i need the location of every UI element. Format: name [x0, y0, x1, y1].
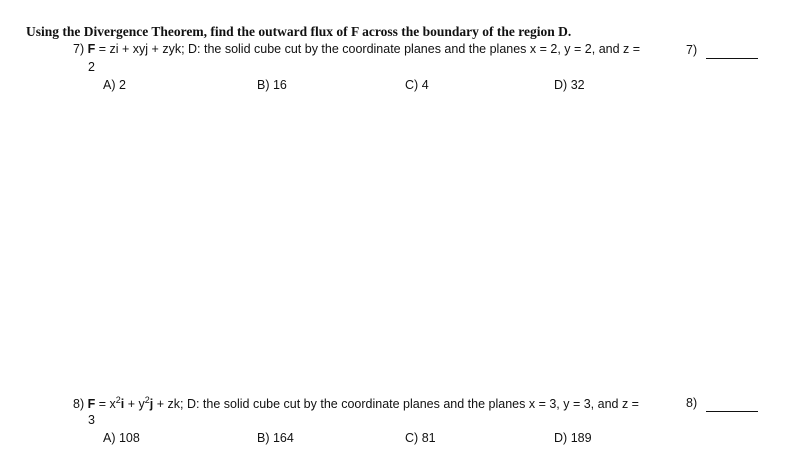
term-3: zk [167, 397, 180, 411]
answer-label-7: 7) [686, 43, 698, 57]
answer-label-8: 8) [686, 396, 698, 410]
question-7-continuation: 2 [88, 60, 95, 74]
field-label: F [87, 397, 96, 411]
region-description: ; D: the solid cube cut by the coordinate planes and the planes x = 2, y = 2, and z = [181, 42, 641, 56]
question-8-continuation: 3 [88, 413, 95, 427]
region-description: ; D: the solid cube cut by the coordinate planes and the planes x = 3, y = 3, and z = [180, 397, 639, 411]
choice-a: A) 2 [103, 78, 126, 92]
answer-blank-8[interactable] [706, 411, 758, 412]
question-number: 8) [73, 397, 85, 411]
term-1: zi [109, 42, 119, 56]
choice-d: D) 32 [554, 78, 585, 92]
term-3: zyk [162, 42, 182, 56]
choice-a: A) 108 [103, 431, 140, 445]
choice-c: C) 4 [405, 78, 429, 92]
question-8-text: 8) $F = x^2i + y^2j$ + zk; D: the solid cube cut by the coordinate planes and the planes x = 3, y = 3, and z = [73, 395, 639, 411]
term-2: xyj [132, 42, 149, 56]
field-label: F [87, 42, 96, 56]
question-number: 7) [73, 42, 85, 56]
choice-b: B) 164 [257, 431, 294, 445]
choice-d: D) 189 [554, 431, 592, 445]
choice-b: B) 16 [257, 78, 287, 92]
answer-blank-7[interactable] [706, 58, 758, 59]
term-2: $y^2j$ [138, 395, 154, 411]
section-heading: Using the Divergence Theorem, find the outward flux of F across the boundary of the region D. [26, 24, 572, 39]
choice-c: C) 81 [405, 431, 436, 445]
term-1: $x^2i$ [109, 395, 125, 411]
question-7-text: 7) F = zi + xyj + zyk; D: the solid cube cut by the coordinate planes and the planes x = 2, y = 2, and z = [73, 42, 641, 56]
